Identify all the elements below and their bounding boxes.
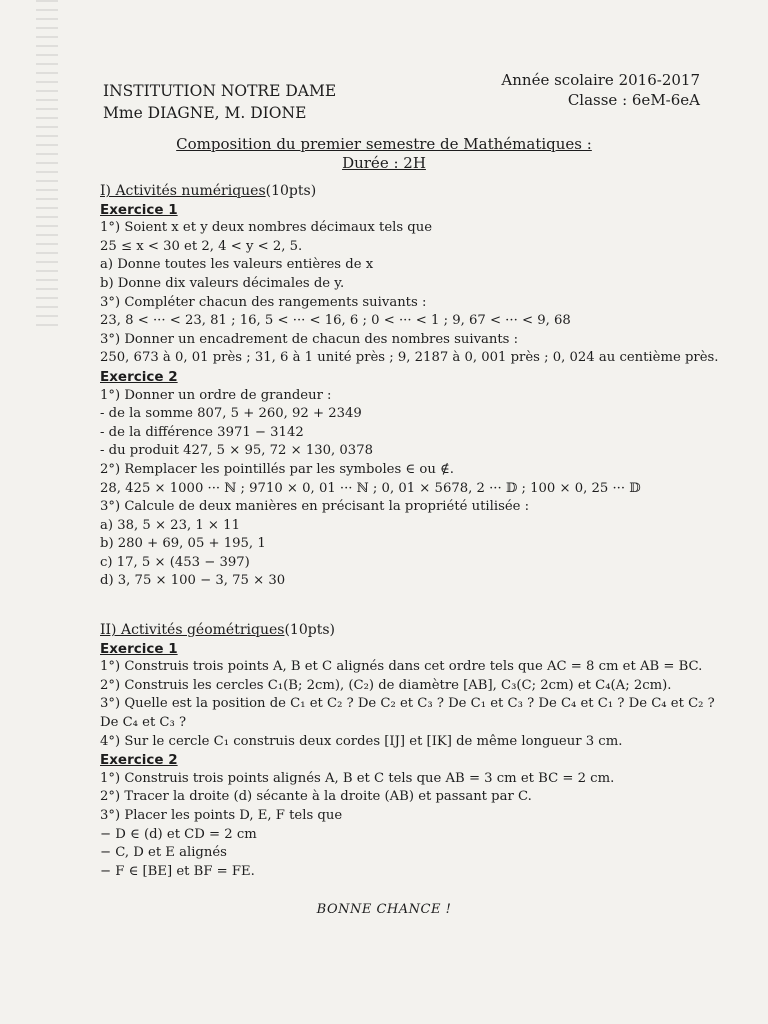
exercise-line: c) 17, 5 × (453 − 397) <box>100 554 250 570</box>
exercise-line: 3°) Calcule de deux manières en précisant la propriété utilisée : <box>100 499 530 515</box>
exercise-line: a) 38, 5 × 23, 1 × 11 <box>100 517 240 533</box>
exercise-line: 3°) Donner un encadrement de chacun des nombres suivants : <box>100 331 519 347</box>
part1-heading <box>100 182 740 201</box>
exercise-line: 1°) Soient x et y deux nombres décimaux tels que <box>100 220 433 236</box>
exercise-line: 3°) Compléter chacun des rangements suivants : <box>100 294 427 310</box>
teacher-names: Mme DIAGNE, M. DIONE <box>103 104 307 122</box>
class-label: Classe : 6eM-6eA <box>567 91 700 109</box>
exam-title <box>0 135 768 173</box>
exam-content <box>100 182 740 881</box>
exercise-line: 3°) Placer les points D, E, F tels que <box>100 808 343 823</box>
exercise-line: 4°) Sur le cercle C₁ construis deux cordes [IJ] et [IK] de même longueur 3 cm. <box>100 733 623 749</box>
exercise-line: 28, 425 × 1000 ··· ℕ ; 9710 × 0, 01 ··· ℕ ; 0, 01 × 5678, 2 ··· 𝔻 ; 100 × 0, 25 ··· 𝔻 <box>100 480 641 496</box>
exercise-line: 25 ≤ x < 30 et 2, 4 < y < 2, 5. <box>100 238 303 254</box>
exercise-line: 250, 673 à 0, 01 près ; 31, 6 à 1 unité près ; 9, 2187 à 0, 001 près ; 0, 024 au centième près. <box>100 350 719 366</box>
exam-duration: Durée : 2H <box>342 154 426 172</box>
exam-title-line1: Composition du premier semestre de Mathématiques : <box>176 135 592 153</box>
exercise-line: 1°) Donner un ordre de grandeur : <box>100 387 332 403</box>
exercise-line: 1°) Construis trois points alignés A, B et C tels que AB = 3 cm et BC = 2 cm. <box>100 770 615 786</box>
part1-ex1-body <box>100 219 740 368</box>
exercise-line: 1°) Construis trois points A, B et C alignés dans cet ordre tels que AC = 8 cm et AB = BC. <box>100 659 703 675</box>
part2-ex1-title: Exercice 1 <box>100 640 178 657</box>
exercise-line: 2°) Tracer la droite (d) sécante à la droite (AB) et passant par C. <box>100 789 532 805</box>
part2-ex2-body <box>100 770 740 882</box>
part2-ex2-title: Exercice 2 <box>100 752 178 769</box>
exercise-line: - de la somme 807, 5 + 260, 92 + 2349 <box>100 406 362 422</box>
exercise-line: - de la différence 3971 − 3142 <box>100 424 304 440</box>
exercise-line: 23, 8 < ··· < 23, 81 ; 16, 5 < ··· < 16, 6 ; 0 < ··· < 1 ; 9, 67 < ··· < 9, 68 <box>100 313 571 329</box>
part2-ex1-body <box>100 658 740 751</box>
closing-message: BONNE CHANCE ! <box>316 902 452 917</box>
exercise-line: 2°) Remplacer les pointillés par les symboles ∈ ou ∉. <box>100 461 454 477</box>
part1-title: I) Activités numériques <box>100 183 266 199</box>
exercise-line: De C₄ et C₃ ? <box>100 715 187 731</box>
exercise-line: − C, D et E alignés <box>100 845 227 861</box>
section-gap <box>100 591 740 621</box>
part1-ex2-title: Exercice 2 <box>100 368 178 385</box>
institution-name: INSTITUTION NOTRE DAME <box>103 82 337 100</box>
part1-ex1-title: Exercice 1 <box>100 201 178 218</box>
part1-points: (10pts) <box>265 183 317 199</box>
part2-points: (10pts) <box>284 622 335 639</box>
part2-title: II) Activités géométriques <box>100 622 285 639</box>
exercise-line: b) Donne dix valeurs décimales de y. <box>100 275 345 291</box>
exercise-line: d) 3, 75 × 100 − 3, 75 × 30 <box>100 573 286 589</box>
school-year: Année scolaire 2016-2017 <box>501 71 700 89</box>
exercise-line: - du produit 427, 5 × 95, 72 × 130, 0378 <box>100 443 373 459</box>
part2-heading <box>100 621 740 640</box>
part1-ex2-body <box>100 387 740 592</box>
exercise-line: b) 280 + 69, 05 + 195, 1 <box>100 536 266 552</box>
exercise-line: 3°) Quelle est la position de C₁ et C₂ ? De C₂ et C₃ ? De C₁ et C₃ ? De C₄ et C₁ ? De C₄ et C₂ ? <box>100 696 715 712</box>
header-right <box>501 70 700 110</box>
exercise-line: − F ∈ [BE] et BF = FE. <box>100 863 255 879</box>
exercise-line: a) Donne toutes les valeurs entières de x <box>100 257 374 273</box>
header-left <box>103 80 336 124</box>
exercise-line: 2°) Construis les cercles C₁(B; 2cm), (C₂) de diamètre [AB], C₃(C; 2cm) et C₄(A; 2cm). <box>100 677 672 693</box>
exercise-line: − D ∈ (d) et CD = 2 cm <box>100 826 257 842</box>
